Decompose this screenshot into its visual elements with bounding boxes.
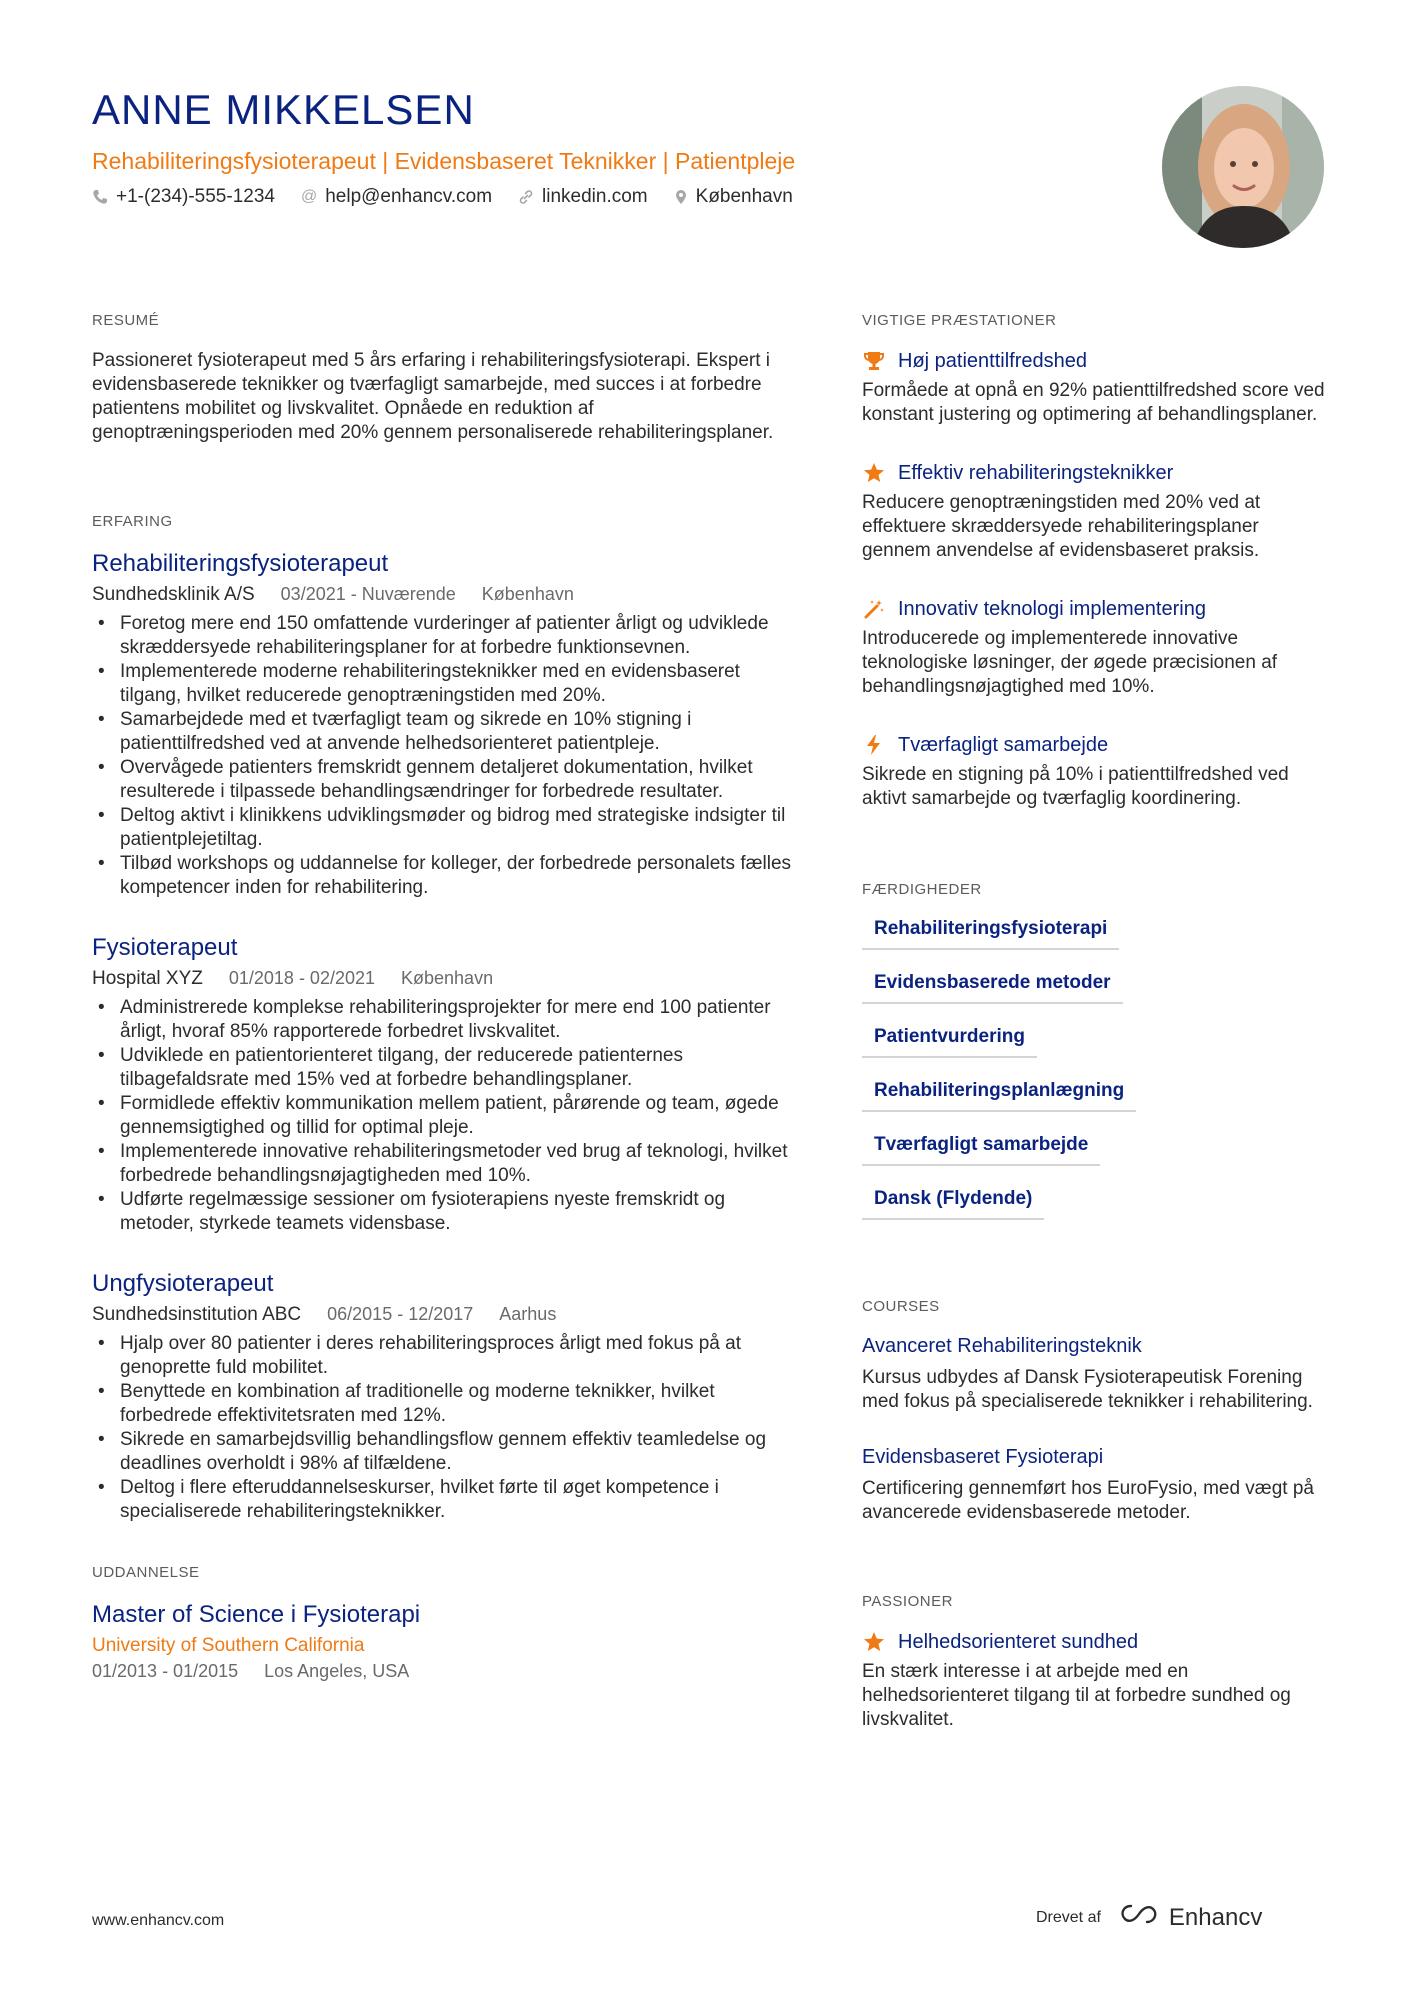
education-date: 01/2013 - 01/2015 (92, 1661, 239, 1681)
summary-heading: RESUMÉ (92, 312, 160, 329)
job-bullet: • Overvågede patienters fremskridt gennem detaljeret dokumentation, hvilket resulterede i tilpassede behandlingsændringer for forbedrede resultater. (92, 756, 792, 804)
skill-tag: Dansk (Flydende) (862, 1188, 1044, 1220)
job-bullet: • Samarbejdede med et tværfagligt team og sikrede en 10% stigning i patienttilfredshed ved at anvende helhedsorienteret patientpleje. (92, 708, 792, 756)
enhancv-logo-icon (1117, 1902, 1161, 1933)
job-bullet: • Deltog aktivt i klinikkens udviklingsmøder og bidrog med strategiske indsigter til patientplejetiltag. (92, 804, 792, 852)
job-bullet: • Sikrede en samarbejdsvillig behandlingsflow gennem effektiv teamledelse og deadlines overholdt i 98% af tilfældene. (92, 1428, 792, 1476)
job-bullet: • Tilbød workshops og uddannelse for kolleger, der forbedrede personalets fælles kompetencer inden for rehabilitering. (92, 852, 792, 900)
job-entry (92, 550, 792, 900)
star-icon (862, 1630, 886, 1654)
achievement-title: Høj patienttilfredshed (898, 349, 1087, 372)
powered-by-text: Drevet af (1036, 1908, 1101, 1926)
job-location: København (401, 968, 494, 988)
experience-heading: ERFARING (92, 513, 173, 530)
job-bullets (92, 996, 792, 1236)
achievement-header (862, 733, 1332, 757)
avatar (1162, 86, 1324, 248)
job-bullet: • Deltog i flere efteruddannelseskurser, hvilket førte til øget kompetence i specialiserede rehabiliteringsteknikker. (92, 1476, 792, 1524)
achievement-item (862, 597, 1332, 699)
job-company: Hospital XYZ (92, 968, 203, 989)
skill-tag: Rehabiliteringsplanlægning (862, 1080, 1136, 1112)
achievement-desc: Reducere genoptræningstiden med 20% ved at effektuere skræddersyede rehabiliteringsplaner gennem anvendelse af evidensbaseret praksis. (862, 492, 1261, 561)
achievement-item (862, 349, 1332, 427)
education-degree: Master of Science i Fysioterapi (92, 1601, 421, 1628)
job-meta (92, 584, 792, 606)
achievement-header (862, 349, 1332, 373)
passion-desc: En stærk interesse i at arbejde med en helhedsorienteret tilgang til at forbedre sundhed og livskvalitet. (862, 1661, 1291, 1730)
job-bullet: • Benyttede en kombination af traditionelle og moderne teknikker, hvilket forbedrede effektivitetsraten med 12%. (92, 1380, 792, 1428)
achievement-item (862, 733, 1332, 811)
job-bullet: • Udførte regelmæssige sessioner om fysioterapiens nyeste fremskridt og metoder, styrkede teamets vidensbase. (92, 1188, 792, 1236)
job-bullet: • Implementerede innovative rehabiliteringsmetoder ved brug af teknologi, hvilket forbedrede behandlingsnøjagtigheden med 10%. (92, 1140, 792, 1188)
course-item (862, 1335, 1332, 1414)
achievement-item (862, 461, 1332, 563)
job-bullet: • Administrerede komplekse rehabiliteringsprojekter for mere end 100 patienter årligt, hvoraf 85% rapporterede forbedret livskvalitet. (92, 996, 792, 1044)
lightning-icon (862, 733, 886, 757)
location-pin-icon (674, 189, 688, 205)
linkedin-text: linkedin.com (542, 186, 648, 207)
skills-heading: FÆRDIGHEDER (862, 881, 982, 898)
job-bullets (92, 612, 792, 900)
education-meta (92, 1661, 792, 1682)
education-school: University of Southern California (92, 1635, 365, 1656)
footer-website[interactable]: www.enhancv.com (92, 1912, 225, 1929)
education-section (92, 1564, 792, 1682)
at-icon: @ (300, 188, 318, 205)
job-date: 01/2018 - 02/2021 (228, 968, 376, 988)
job-title: Fysioterapeut (92, 934, 238, 961)
contact-phone (92, 186, 275, 208)
skill-tag: Evidensbaserede metoder (862, 972, 1123, 1004)
star-icon (862, 461, 886, 485)
contact-linkedin[interactable] (518, 186, 648, 208)
achievements-heading: VIGTIGE PRÆSTATIONER (862, 312, 1057, 329)
course-item (862, 1446, 1332, 1525)
spacer (862, 1557, 1332, 1593)
skill-tag: Tværfagligt samarbejde (862, 1134, 1100, 1166)
job-bullet: • Hjalp over 80 patienter i deres rehabiliteringsproces årligt med fokus på at genoprette fuld mobilitet. (92, 1332, 792, 1380)
achievement-desc: Sikrede en stigning på 10% i patienttilfredshed ved aktivt samarbejde og tværfaglig koordinering. (862, 764, 1289, 809)
skill-row (862, 1188, 1332, 1242)
candidate-name: ANNE MIKKELSEN (92, 86, 475, 133)
left-column (92, 312, 792, 1682)
job-bullet: • Formidlede effektiv kommunikation mellem patient, pårørende og team, øgede gennemsigtighed og tillid for optimal pleje. (92, 1092, 792, 1140)
course-desc: Kursus udbydes af Dansk Fysioterapeutisk Forening med fokus på specialiserede teknikker i rehabilitering. (862, 1367, 1313, 1412)
skill-row (862, 1026, 1332, 1080)
achievement-title: Effektiv rehabiliteringsteknikker (898, 461, 1174, 484)
skill-row (862, 1080, 1332, 1134)
location-text: København (695, 186, 793, 207)
phone-text: +1-(234)-555-1234 (116, 186, 275, 207)
course-title: Evidensbaseret Fysioterapi (862, 1446, 1104, 1468)
job-meta (92, 968, 792, 990)
contact-location (674, 186, 793, 208)
skill-tag: Rehabiliteringsfysioterapi (862, 918, 1119, 950)
job-title: Rehabiliteringsfysioterapeut (92, 550, 389, 577)
skill-row (862, 972, 1332, 1026)
right-column (862, 312, 1332, 1766)
magic-wand-icon (862, 597, 886, 621)
job-title: Ungfysioterapeut (92, 1270, 274, 1297)
achievement-title: Innovativ teknologi implementering (898, 597, 1206, 620)
brand-logo[interactable] (1117, 1902, 1262, 1933)
contact-row (92, 186, 793, 208)
job-entry (92, 1270, 792, 1524)
job-bullet: • Implementerede moderne rehabiliteringsteknikker med en evidensbaseret tilgang, hvilket reducerede genoptræningstiden med 20%. (92, 660, 792, 708)
link-icon (518, 189, 534, 205)
skills-list (862, 918, 1332, 1242)
job-date: 03/2021 - Nuværende (280, 584, 456, 604)
job-bullet: • Udviklede en patientorienteret tilgang, der reducerede patienternes tilbagefaldsrate med 15% ved at forbedre behandlingsplaner. (92, 1044, 792, 1092)
phone-icon (92, 189, 108, 205)
headline: Rehabiliteringsfysioterapeut | Evidensbaseret Teknikker | Patientpleje (92, 148, 796, 174)
skill-tag: Patientvurdering (862, 1026, 1037, 1058)
job-location: København (481, 584, 574, 604)
email-text: help@enhancv.com (325, 186, 493, 207)
achievement-desc: Introducerede og implementerede innovative teknologiske løsninger, der øgede præcisionen af behandlingsnøjagtighed med 10%. (862, 628, 1278, 697)
achievement-header (862, 461, 1332, 485)
skill-row (862, 918, 1332, 972)
education-location: Los Angeles, USA (264, 1661, 410, 1681)
achievement-title: Tværfagligt samarbejde (898, 733, 1109, 756)
job-date: 06/2015 - 12/2017 (327, 1304, 474, 1324)
courses-heading: COURSES (862, 1298, 940, 1315)
course-title: Avanceret Rehabiliteringsteknik (862, 1335, 1142, 1357)
job-company: Sundhedsklinik A/S (92, 584, 255, 605)
achievement-desc: Formåede at opnå en 92% patienttilfredshed score ved konstant justering og optimering af behandlingsplaner. (862, 380, 1325, 425)
passions-heading: PASSIONER (862, 1593, 953, 1610)
footer-branding (1036, 1902, 1262, 1933)
achievement-header (862, 597, 1332, 621)
brand-name: Enhancv (1168, 1903, 1263, 1931)
job-meta (92, 1304, 792, 1326)
job-company: Sundhedsinstitution ABC (92, 1304, 302, 1325)
passion-header (862, 1630, 1332, 1654)
job-entry (92, 934, 792, 1236)
education-heading: UDDANNELSE (92, 1564, 200, 1581)
job-bullet: • Foretog mere end 150 omfattende vurderinger af patienter årligt og udviklede skræddersyede rehabiliteringsplaner for at forbedre funktionsevnen. (92, 612, 792, 660)
course-desc: Certificering gennemført hos EuroFysio, med vægt på avancerede evidensbaserede metoder. (862, 1478, 1314, 1523)
spacer (862, 845, 1332, 881)
summary-text: Passioneret fysioterapeut med 5 års erfaring i rehabiliteringsfysioterapi. Ekspert i evidensbaserede teknikker og tværfagligt samarbejde, med succes i at forbedre patientens mobilitet og livskvalitet. Opnåede en reduktion af genoptræningsperioden med 20% gennem personaliserede rehabiliteringsplaner. (92, 350, 774, 443)
job-location: Aarhus (499, 1304, 557, 1324)
passion-title: Helhedsorienteret sundhed (898, 1630, 1139, 1653)
job-bullets (92, 1332, 792, 1524)
passion-item (862, 1630, 1332, 1732)
skill-row (862, 1134, 1332, 1188)
trophy-icon (862, 349, 886, 373)
contact-email[interactable] (301, 186, 492, 208)
